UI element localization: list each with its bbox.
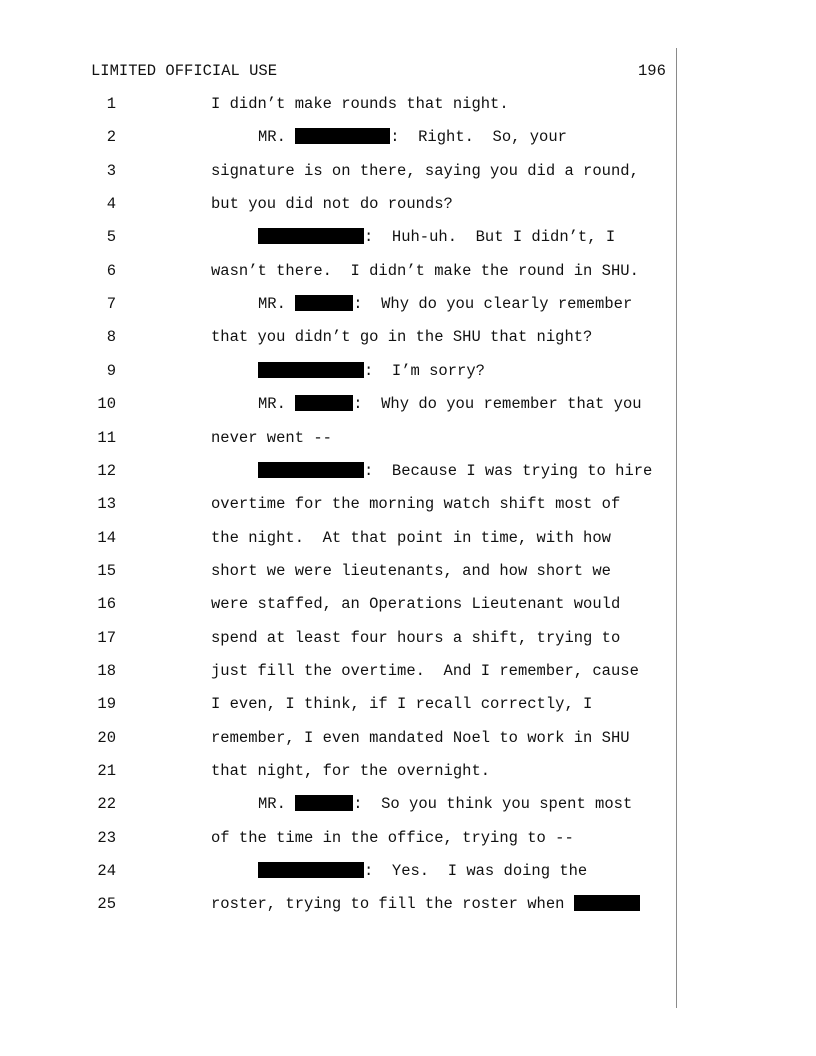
text-segment: remember, I even mandated Noel to work in SHU [211, 728, 630, 747]
line-number: 18 [97, 661, 116, 680]
transcript-line [0, 262, 676, 282]
line-number: 16 [97, 595, 116, 614]
text-segment: just fill the overtime. And I remember, cause [211, 661, 639, 680]
line-number: 21 [97, 762, 116, 780]
line-number: 10 [97, 395, 116, 414]
line-number: 6 [106, 261, 116, 280]
redaction-box [258, 228, 364, 244]
line-number: 9 [106, 361, 116, 380]
line-text [258, 362, 485, 380]
transcript-line [0, 128, 676, 148]
transcript-line [0, 429, 676, 449]
line-text [211, 529, 611, 547]
line-text [211, 729, 630, 747]
transcript-line [0, 395, 676, 415]
line-text [211, 95, 509, 113]
text-segment: spend at least four hours a shift, trying to [211, 628, 621, 647]
line-text [211, 328, 592, 346]
text-segment: of the time in the office, trying to -- [211, 828, 574, 847]
transcript-line [0, 562, 676, 582]
line-text [211, 562, 611, 580]
line-text [211, 495, 620, 513]
line-text [211, 695, 592, 713]
transcript-line [0, 729, 676, 749]
transcript-line [0, 328, 676, 348]
transcript-line [0, 362, 676, 382]
line-text [211, 629, 620, 647]
transcript-line [0, 495, 676, 515]
line-number: 25 [97, 895, 116, 914]
redaction-box [295, 795, 353, 811]
text-segment: were staffed, an Operations Lieutenant would [211, 595, 621, 614]
redaction-box [258, 462, 364, 478]
redaction-box [295, 395, 353, 411]
line-text [258, 795, 632, 813]
redaction-box [258, 362, 364, 378]
text-segment: : Yes. I was doing the [364, 862, 588, 881]
text-segment: MR. [258, 128, 296, 147]
text-segment: : Because I was trying to hire [364, 461, 653, 480]
text-segment: the night. At that point in time, with how [211, 528, 611, 547]
line-number: 2 [106, 128, 116, 147]
line-number: 22 [97, 795, 116, 814]
redaction-box [258, 862, 364, 878]
line-text [258, 295, 632, 313]
text-segment: short we were lieutenants, and how short we [211, 561, 611, 580]
line-number: 14 [97, 528, 116, 547]
transcript-line [0, 95, 676, 115]
text-segment: : Why do you clearly remember [353, 295, 633, 314]
line-text [211, 829, 574, 847]
line-text [258, 228, 615, 246]
text-segment: that you didn’t go in the SHU that night? [211, 328, 593, 347]
line-number: 5 [106, 228, 116, 247]
redaction-box [295, 295, 353, 311]
line-number: 20 [97, 728, 116, 747]
redaction-box [295, 128, 390, 144]
line-number: 8 [106, 328, 116, 347]
line-number: 19 [97, 695, 116, 714]
line-text [211, 662, 639, 680]
transcript-line [0, 629, 676, 649]
transcript-line [0, 162, 676, 182]
line-text [258, 128, 567, 146]
text-segment: MR. [258, 295, 296, 314]
line-text [211, 429, 332, 447]
line-text [211, 262, 639, 280]
transcript-line [0, 295, 676, 315]
line-number: 7 [106, 295, 116, 314]
text-segment: : Huh-uh. But I didn’t, I [364, 228, 616, 247]
transcript-line [0, 829, 676, 849]
line-number: 13 [97, 495, 116, 514]
line-number: 4 [106, 195, 116, 214]
text-segment: : So you think you spent most [353, 795, 633, 814]
transcript-line [0, 895, 676, 915]
text-segment: never went -- [211, 428, 332, 447]
text-segment: : Why do you remember that you [353, 395, 642, 414]
transcript-line [0, 695, 676, 715]
line-text [258, 862, 587, 880]
line-text [258, 395, 642, 413]
line-text [258, 462, 652, 480]
line-number: 17 [97, 628, 116, 647]
text-segment: : Right. So, your [390, 128, 567, 147]
line-number: 12 [97, 461, 116, 480]
text-segment: : I’m sorry? [364, 361, 485, 380]
text-segment: signature is on there, saying you did a round, [211, 161, 639, 180]
transcript-line [0, 529, 676, 549]
classification-marking: LIMITED OFFICIAL USE [91, 62, 278, 80]
line-text [211, 162, 639, 180]
transcript-line [0, 462, 676, 482]
line-text [211, 762, 490, 780]
page-number: 196 [638, 62, 666, 80]
text-segment: but you did not do rounds? [211, 195, 453, 214]
line-text [211, 595, 620, 613]
transcript-line [0, 595, 676, 615]
text-segment: roster, trying to fill the roster when [211, 895, 574, 914]
line-text [211, 195, 453, 213]
text-segment: overtime for the morning watch shift most of [211, 495, 621, 514]
text-segment: that night, for the overnight. [211, 762, 491, 780]
text-segment: I didn’t make rounds that night. [211, 95, 509, 113]
text-segment: I even, I think, if I recall correctly, I [211, 695, 593, 714]
text-segment: wasn’t there. I didn’t make the round in SHU. [211, 261, 639, 280]
redaction-box [574, 895, 640, 911]
line-number: 3 [106, 161, 116, 180]
line-number: 11 [97, 428, 116, 447]
text-segment: MR. [258, 795, 296, 814]
transcript-line [0, 862, 676, 882]
right-margin-rule [676, 48, 677, 1008]
line-number: 15 [97, 561, 116, 580]
text-segment: MR. [258, 395, 296, 414]
line-number: 24 [97, 862, 116, 881]
transcript-line [0, 195, 676, 215]
line-number: 23 [97, 828, 116, 847]
transcript-line [0, 762, 676, 782]
line-text [211, 895, 640, 913]
transcript-line [0, 228, 676, 248]
transcript-line [0, 662, 676, 682]
transcript-line [0, 795, 676, 815]
line-number: 1 [106, 95, 116, 113]
